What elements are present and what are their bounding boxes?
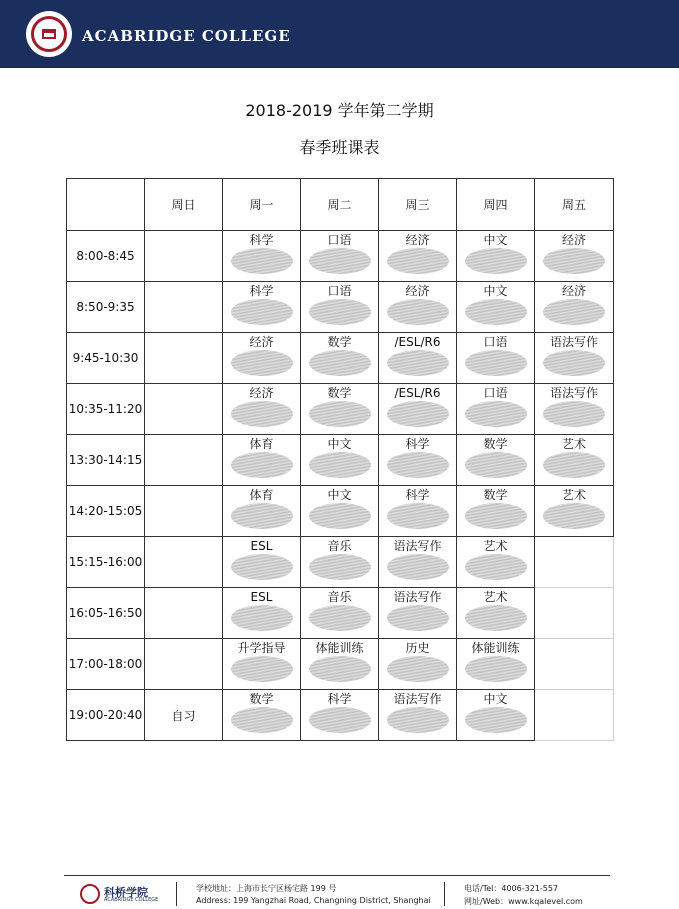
schedule-cell xyxy=(379,435,457,486)
course-name: /ESL/R6 xyxy=(394,386,441,400)
redacted-teacher-mark xyxy=(309,605,371,631)
schedule-cell xyxy=(379,333,457,384)
footer-separator xyxy=(444,882,445,906)
course-name: 经济 xyxy=(561,284,586,298)
redacted-teacher-mark xyxy=(309,350,371,376)
redacted-teacher-mark xyxy=(465,605,527,631)
course-name: 体育 xyxy=(249,488,274,502)
course-name: 音乐 xyxy=(327,590,352,604)
course-name: 艺术 xyxy=(561,437,586,451)
redacted-teacher-mark xyxy=(309,707,371,733)
schedule-cell xyxy=(457,435,535,486)
header-bar xyxy=(0,0,679,68)
course-name: 升学指导 xyxy=(237,641,286,655)
course-name: /ESL/R6 xyxy=(394,335,441,349)
schedule-cell xyxy=(535,435,614,486)
redacted-teacher-mark xyxy=(231,503,293,529)
course-name: 艺术 xyxy=(483,590,508,604)
schedule-cell xyxy=(301,384,379,435)
document-title: 2018-2019 学年第二学期 xyxy=(245,101,434,120)
course-name: 语法写作 xyxy=(393,692,442,706)
schedule-cell xyxy=(535,384,614,435)
schedule-cell xyxy=(535,588,614,639)
redacted-teacher-mark xyxy=(465,554,527,580)
table-row xyxy=(67,333,614,384)
schedule-cell xyxy=(223,231,301,282)
schedule-cell xyxy=(379,639,457,690)
course-name: 数学 xyxy=(483,488,508,502)
schedule-cell xyxy=(457,537,535,588)
redacted-teacher-mark xyxy=(231,707,293,733)
schedule-cell xyxy=(457,588,535,639)
day-header: 周三 xyxy=(379,179,457,231)
schedule-cell xyxy=(379,486,457,537)
footer-college-sub: ACABRIDGE COLLEGE xyxy=(104,897,159,903)
schedule-cell xyxy=(301,537,379,588)
redacted-teacher-mark xyxy=(309,401,371,427)
time-slot: 8:50-9:35 xyxy=(67,282,145,333)
redacted-teacher-mark xyxy=(387,350,449,376)
schedule-cell xyxy=(223,486,301,537)
course-name: 经济 xyxy=(249,335,274,349)
schedule-cell xyxy=(223,282,301,333)
schedule-cell xyxy=(379,384,457,435)
redacted-teacher-mark xyxy=(543,299,605,325)
course-name: 中文 xyxy=(483,233,508,247)
course-name: 科学 xyxy=(405,488,430,502)
footer-web: 网址/Web：www.kqalevel.com xyxy=(464,897,583,906)
redacted-teacher-mark xyxy=(465,503,527,529)
redacted-teacher-mark xyxy=(387,503,449,529)
schedule-cell xyxy=(457,333,535,384)
redacted-teacher-mark xyxy=(465,401,527,427)
redacted-teacher-mark xyxy=(465,452,527,478)
redacted-teacher-mark xyxy=(231,605,293,631)
redacted-teacher-mark xyxy=(231,299,293,325)
footer-address-cn: 学校地址：上海市长宁区杨宅路 199 号 xyxy=(196,884,337,893)
schedule-cell xyxy=(145,435,223,486)
time-slot: 9:45-10:30 xyxy=(67,333,145,384)
day-header: 周二 xyxy=(301,179,379,231)
redacted-teacher-mark xyxy=(465,656,527,682)
table-row xyxy=(67,282,614,333)
time-slot: 10:35-11:20 xyxy=(67,384,145,435)
day-header: 周一 xyxy=(223,179,301,231)
time-slot: 15:15-16:00 xyxy=(67,537,145,588)
redacted-teacher-mark xyxy=(543,401,605,427)
course-name: 语法写作 xyxy=(393,539,442,553)
schedule-cell xyxy=(301,282,379,333)
table-row xyxy=(67,588,614,639)
schedule-cell xyxy=(379,690,457,741)
schedule-cell xyxy=(535,537,614,588)
footer xyxy=(0,878,679,909)
redacted-teacher-mark xyxy=(465,707,527,733)
table-row xyxy=(67,690,614,741)
redacted-teacher-mark xyxy=(231,350,293,376)
brand-name: ACABRIDGE COLLEGE xyxy=(82,27,291,45)
college-logo xyxy=(26,11,72,57)
redacted-teacher-mark xyxy=(387,656,449,682)
course-name: 经济 xyxy=(405,233,430,247)
course-name: 科学 xyxy=(249,233,274,247)
time-slot: 17:00-18:00 xyxy=(67,639,145,690)
footer-tel: 电话/Tel：4006-321-557 xyxy=(464,884,559,893)
schedule-cell xyxy=(457,231,535,282)
course-name: 口语 xyxy=(327,233,352,247)
redacted-teacher-mark xyxy=(387,707,449,733)
course-name: 经济 xyxy=(561,233,586,247)
footer-college-name: 科桥学院 xyxy=(104,886,148,899)
course-name: 经济 xyxy=(249,386,274,400)
redacted-teacher-mark xyxy=(543,452,605,478)
header-corner xyxy=(67,179,145,231)
schedule-cell xyxy=(457,384,535,435)
redacted-teacher-mark xyxy=(231,452,293,478)
time-slot: 14:20-15:05 xyxy=(67,486,145,537)
schedule-cell xyxy=(145,231,223,282)
redacted-teacher-mark xyxy=(387,401,449,427)
table-header-row xyxy=(67,179,614,231)
course-name: 数学 xyxy=(327,386,352,400)
redacted-teacher-mark xyxy=(543,248,605,274)
course-name: 口语 xyxy=(483,335,508,349)
schedule-cell: 自习 xyxy=(145,690,223,741)
schedule-cell xyxy=(145,282,223,333)
course-name: 科学 xyxy=(249,284,274,298)
course-name: 中文 xyxy=(327,437,352,451)
course-name: 中文 xyxy=(483,284,508,298)
schedule-cell xyxy=(145,384,223,435)
redacted-teacher-mark xyxy=(309,452,371,478)
schedule-cell xyxy=(379,537,457,588)
schedule-cell xyxy=(535,639,614,690)
day-header: 周日 xyxy=(145,179,223,231)
schedule-cell xyxy=(223,690,301,741)
course-name: 数学 xyxy=(327,335,352,349)
redacted-teacher-mark xyxy=(387,554,449,580)
redacted-teacher-mark xyxy=(309,299,371,325)
table-row xyxy=(67,537,614,588)
table-row xyxy=(67,639,614,690)
course-name: 历史 xyxy=(405,641,430,655)
redacted-teacher-mark xyxy=(309,554,371,580)
redacted-teacher-mark xyxy=(231,248,293,274)
redacted-teacher-mark xyxy=(231,656,293,682)
course-name: 口语 xyxy=(327,284,352,298)
course-name: ESL xyxy=(250,539,273,553)
course-name: 经济 xyxy=(405,284,430,298)
redacted-teacher-mark xyxy=(231,554,293,580)
schedule-cell xyxy=(145,639,223,690)
course-name: 语法写作 xyxy=(393,590,442,604)
course-name: 体育 xyxy=(249,437,274,451)
footer-divider xyxy=(64,875,610,876)
schedule-cell xyxy=(535,690,614,741)
schedule-cell xyxy=(457,639,535,690)
course-name: 科学 xyxy=(327,692,352,706)
redacted-teacher-mark xyxy=(387,452,449,478)
course-name: 音乐 xyxy=(327,539,352,553)
schedule-cell xyxy=(457,282,535,333)
schedule-cell xyxy=(301,588,379,639)
course-name: 体能训练 xyxy=(471,641,520,655)
footer-logo-icon xyxy=(80,884,100,904)
course-name: 体能训练 xyxy=(315,641,364,655)
time-slot: 19:00-20:40 xyxy=(67,690,145,741)
redacted-teacher-mark xyxy=(387,605,449,631)
schedule-cell xyxy=(457,486,535,537)
table-row xyxy=(67,384,614,435)
redacted-teacher-mark xyxy=(465,350,527,376)
table-row xyxy=(67,231,614,282)
course-name: 语法写作 xyxy=(549,386,598,400)
schedule-cell xyxy=(301,333,379,384)
redacted-teacher-mark xyxy=(465,248,527,274)
redacted-teacher-mark xyxy=(543,503,605,529)
day-header: 周四 xyxy=(457,179,535,231)
course-name: 语法写作 xyxy=(549,335,598,349)
day-header: 周五 xyxy=(535,179,614,231)
course-name: 数学 xyxy=(249,692,274,706)
schedule-cell xyxy=(145,537,223,588)
schedule-cell xyxy=(301,690,379,741)
schedule-cell xyxy=(145,333,223,384)
schedule-cell xyxy=(223,537,301,588)
time-slot: 8:00-8:45 xyxy=(67,231,145,282)
schedule-cell xyxy=(223,588,301,639)
schedule-cell xyxy=(379,282,457,333)
schedule-table xyxy=(66,178,614,741)
schedule-cell xyxy=(223,435,301,486)
course-name: 口语 xyxy=(483,386,508,400)
course-name: 中文 xyxy=(483,692,508,706)
redacted-teacher-mark xyxy=(387,299,449,325)
course-name: 数学 xyxy=(483,437,508,451)
college-crest-icon xyxy=(31,16,67,52)
redacted-teacher-mark xyxy=(387,248,449,274)
schedule-cell xyxy=(379,231,457,282)
schedule-cell xyxy=(145,486,223,537)
schedule-cell xyxy=(145,588,223,639)
document-subtitle: 春季班课表 xyxy=(299,138,380,157)
course-name: 艺术 xyxy=(483,539,508,553)
table-row xyxy=(67,486,614,537)
course-name: 中文 xyxy=(327,488,352,502)
schedule-cell xyxy=(535,231,614,282)
redacted-teacher-mark xyxy=(309,248,371,274)
schedule-cell xyxy=(379,588,457,639)
schedule-cell xyxy=(301,639,379,690)
course-name: ESL xyxy=(250,590,273,604)
time-slot: 16:05-16:50 xyxy=(67,588,145,639)
redacted-teacher-mark xyxy=(309,503,371,529)
schedule-cell xyxy=(223,639,301,690)
course-name: 科学 xyxy=(405,437,430,451)
schedule-cell xyxy=(301,231,379,282)
table-row xyxy=(67,435,614,486)
schedule-cell xyxy=(301,486,379,537)
schedule-cell xyxy=(301,435,379,486)
redacted-teacher-mark xyxy=(309,656,371,682)
footer-separator xyxy=(176,882,177,906)
course-name: 艺术 xyxy=(561,488,586,502)
redacted-teacher-mark xyxy=(231,401,293,427)
redacted-teacher-mark xyxy=(543,350,605,376)
schedule-cell xyxy=(223,384,301,435)
schedule-cell xyxy=(457,690,535,741)
schedule-cell xyxy=(535,282,614,333)
time-slot: 13:30-14:15 xyxy=(67,435,145,486)
redacted-teacher-mark xyxy=(465,299,527,325)
footer-address-en: Address: 199 Yangzhai Road, Changning District, Shanghai xyxy=(196,896,431,905)
schedule-cell xyxy=(535,333,614,384)
schedule-cell xyxy=(535,486,614,537)
schedule-cell xyxy=(223,333,301,384)
